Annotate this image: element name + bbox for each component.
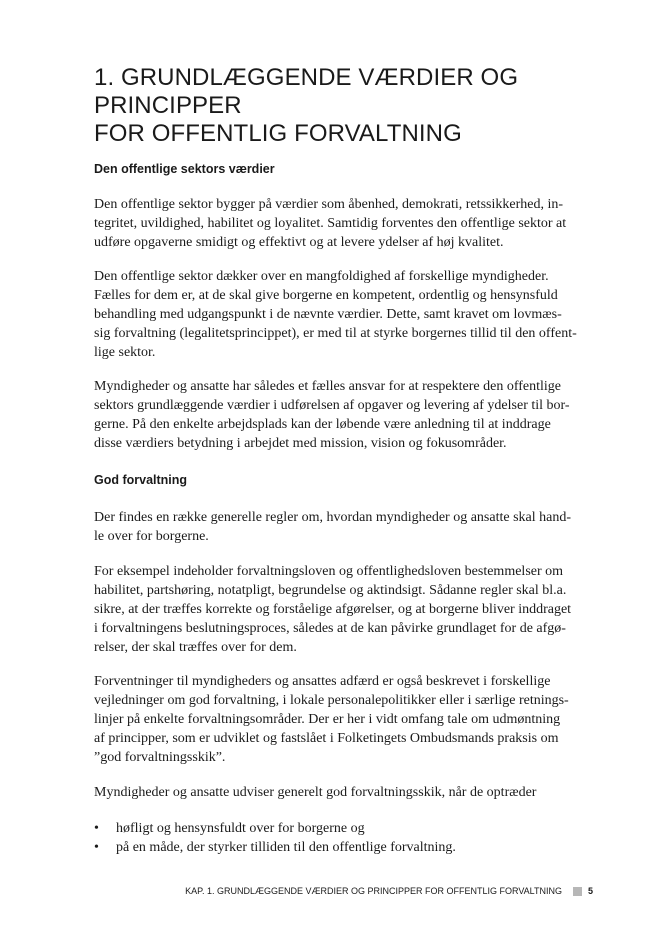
paragraph-good-administration-1 — [94, 508, 602, 546]
text-line: vejledninger om god forvaltning, i lokale personalepolitikker eller i særlige retnings- — [94, 693, 569, 708]
chapter-title-line-2: FOR OFFENTLIG FORVALTNING — [94, 120, 462, 147]
text-line: i forvaltningens beslutningsproces, således at de kan påvirke grundlaget for de afgø- — [94, 621, 566, 636]
text-line: sig forvaltning (legalitetsprincippet), er med til at styrke borgernes tillid til den offent- — [94, 326, 577, 341]
chapter-title — [94, 64, 614, 148]
paragraph-good-administration-2 — [94, 562, 602, 657]
paragraph-good-administration-4 — [94, 783, 602, 802]
text-line: le over for borgerne. — [94, 529, 209, 544]
text-line: sektors grundlæggende værdier i udførelsen af opgaver og levering af ydelser til bor- — [94, 398, 570, 413]
page-number: 5 — [588, 886, 594, 896]
text-line: Der findes en række generelle regler om, hvordan myndigheder og ansatte skal hand- — [94, 510, 571, 525]
text-line: lige sektor. — [94, 345, 156, 360]
text-line: For eksempel indeholder forvaltningsloven og offentlighedsloven bestemmelser om — [94, 564, 564, 579]
text-line: af principper, som er udviklet og fastslået i Folketingets Ombudsmands praksis om — [94, 731, 559, 746]
paragraph-good-administration-3 — [94, 672, 602, 767]
text-line: gerne. På den enkelte arbejdsplads kan der løbende være anledning til at inddrage — [94, 417, 551, 432]
text-line: Den offentlige sektor dækker over en mangfoldighed af forskellige myndigheder. — [94, 269, 549, 284]
bullet-icon: • — [94, 840, 99, 855]
text-line: udføre opgaverne smidigt og effektivt og at levere ydelser af høj kvalitet. — [94, 235, 504, 250]
text-line: habilitet, partshøring, notatpligt, begrundelse og aktindsigt. Sådanne regler skal bl.a. — [94, 583, 567, 598]
text-line: ”god forvaltningsskik”. — [94, 750, 226, 765]
paragraph-values-2 — [94, 267, 602, 362]
bullet-text: høfligt og hensynsfuldt over for borgerne og — [116, 821, 365, 836]
text-line: linjer på enkelte forvaltningsområder. Der er her i vidt omfang tale om udmøntning — [94, 712, 561, 727]
text-line: Den offentlige sektor bygger på værdier som åbenhed, demokrati, retssikkerhed, in- — [94, 197, 563, 212]
chapter-title-line-1: 1. GRUNDLÆGGENDE VÆRDIER OG PRINCIPPER — [94, 64, 519, 119]
section-heading-values: Den offentlige sektors værdier — [94, 162, 275, 176]
bullet-text: på en måde, der styrker tilliden til den offentlige forvaltning. — [116, 840, 456, 855]
text-line: relser, der skal træffes over for dem. — [94, 640, 297, 655]
text-line: tegritet, uvildighed, habilitet og loyalitet. Samtidig forventes den offentlige sektor at — [94, 216, 567, 231]
text-line: Fælles for dem er, at de skal give borgerne en kompetent, ordentlig og hensynsfuld — [94, 288, 558, 303]
text-line: Myndigheder og ansatte har således et fælles ansvar for at respektere den offentlige — [94, 379, 562, 394]
text-line: sikre, at der træffes korrekte og forståelige afgørelser, og at borgerne bliver inddraget — [94, 602, 572, 617]
text-line: Forventninger til myndigheders og ansattes adfærd er også beskrevet i forskellige — [94, 674, 551, 689]
text-line: disse værdiers betydning i arbejdet med mission, vision og fokusområder. — [94, 436, 507, 451]
section-heading-good-administration: God forvaltning — [94, 473, 188, 487]
paragraph-values-1 — [94, 195, 602, 252]
text-line: Myndigheder og ansatte udviser generelt god forvaltningsskik, når de optræder — [94, 785, 537, 800]
paragraph-values-3 — [94, 377, 602, 453]
bullet-icon: • — [94, 821, 99, 836]
footer-square-icon — [573, 887, 582, 896]
footer-running-head: KAP. 1. GRUNDLÆGGENDE VÆRDIER OG PRINCIPPER FOR OFFENTLIG FORVALTNING — [185, 886, 562, 896]
text-line: behandling med udgangspunkt i de nævnte værdier. Dette, samt kravet om lovmæs- — [94, 307, 562, 322]
